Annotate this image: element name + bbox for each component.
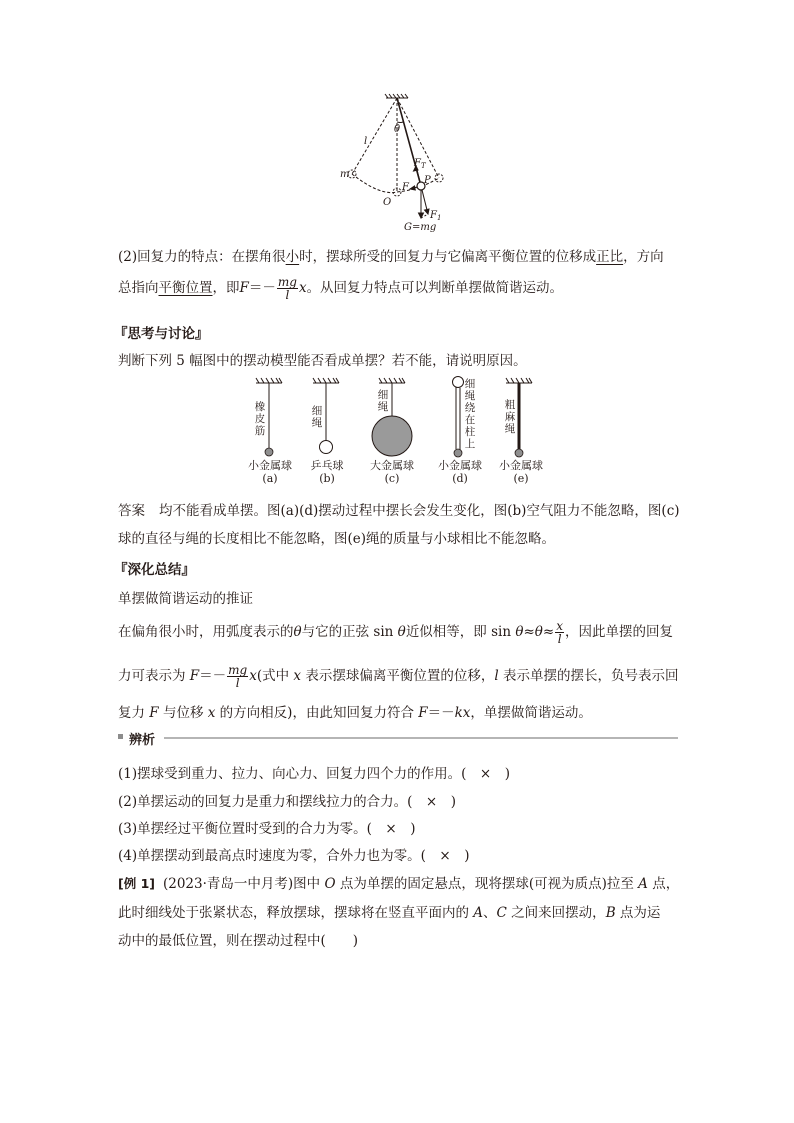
svg-text:在: 在 [464, 414, 476, 426]
model-d-ball-label: 小金属球 [438, 459, 482, 472]
model-b-ball-label: 乒乓球 [310, 459, 344, 472]
svg-text:绳: 绳 [504, 423, 516, 435]
label-o: O [383, 197, 392, 208]
question-text: 判断下列 5 幅图中的摆动模型能否看成单摆？若不能，请说明原因。 [118, 353, 527, 369]
svg-text:绳: 绳 [377, 401, 389, 413]
example-tag: [例 1] [118, 876, 155, 891]
pendulum-force-diagram [330, 92, 460, 232]
analysis-bullet-icon [118, 734, 123, 739]
judgment-2: (2)单摆运动的回复力是重力和摆线拉力的合力。( × ) [118, 794, 456, 810]
model-e-letter: (e) [513, 472, 529, 485]
restoring-force-line2: 总指向平衡位置，即F＝－ $\frac{mg}{l}$ x。从回复力特点可以判断单摆做简谐运动。 [118, 275, 564, 302]
svg-text:绳: 绳 [464, 390, 476, 402]
svg-text:F1: $F_1$ [430, 210, 442, 222]
model-b-letter: (b) [319, 472, 335, 485]
derivation-line1: 在偏角很小时，用弧度表示的θ与它的正弦 sin θ近似相等，即 sin θ≈θ≈ $\frac{x}{l}$ ，因此单摆的回复 [118, 619, 674, 646]
judgment-1: (1)摆球受到重力、拉力、向心力、回复力四个力的作用。( × ) [118, 766, 510, 782]
svg-text:绳: 绳 [311, 417, 323, 429]
model-d-caption [434, 459, 486, 485]
example-line3: 动中的最低位置，则在摆动过程中( ) [118, 933, 359, 949]
label-ft: F [414, 158, 421, 169]
model-e-ball-label: 小金属球 [499, 459, 543, 472]
label-f: F [402, 182, 409, 193]
model-a-letter: (a) [262, 472, 278, 485]
svg-text:细: 细 [311, 405, 323, 417]
example-line1: [例 1] (2023·青岛一中月考)图中 O 点为单摆的固定悬点，现将摆球(可视为质点)拉至 A 点， [118, 876, 680, 892]
answer-line1: 答案 均不能看成单摆。图(a)(d)摆动过程中摆长会发生变化，图(b)空气阻力不能忽略，图(c) [118, 503, 680, 519]
model-a-caption [246, 459, 294, 485]
model-b-caption [303, 459, 351, 485]
svg-text:上: 上 [464, 438, 476, 450]
derivation-line2: 力可表示为 F＝－ $\frac{mg}{l}$ x(式中 x 表示摆球偏离平衡位置的位移，l 表示单摆的摆长，负号表示回 [118, 663, 679, 690]
svg-text:细: 细 [464, 378, 476, 390]
model-a-ball-label: 小金属球 [248, 459, 292, 472]
analysis-divider [164, 737, 678, 739]
svg-text:细: 细 [377, 389, 389, 401]
analysis-title: 辨析 [129, 733, 156, 748]
label-theta: θ [394, 124, 401, 135]
label-m: m [340, 169, 350, 180]
label-l: l [364, 136, 368, 147]
svg-text:粗: 粗 [504, 399, 516, 411]
model-c-caption [364, 459, 420, 485]
answer-line2: 球的直径与绳的长度相比不能忽略，图(e)绳的质量与小球相比不能忽略。 [118, 531, 556, 547]
svg-text:皮: 皮 [254, 413, 266, 425]
section-summary: 『深化总结』 [114, 562, 195, 578]
judgment-3: (3)单摆经过平衡位置时受到的合力为零。( × ) [118, 821, 416, 837]
derivation-line3: 复力 F 与位移 x 的方向相反)，由此知回复力符合 F＝－kx，单摆做简谐运动。 [118, 705, 592, 721]
model-c-letter: (c) [384, 472, 400, 485]
fraction-mg-over-l: $\frac{mg}{l}$ [277, 275, 297, 302]
restoring-force-line1: (2)回复力的特点：在摆角很小时，摆球所受的回复力与它偏离平衡位置的位移成正比，方向 [118, 249, 664, 265]
answer-label: 答案 [118, 503, 145, 519]
section-think-discuss: 『思考与讨论』 [114, 326, 209, 342]
fraction-mg-over-l-2: $\frac{mg}{l}$ [228, 663, 248, 690]
svg-text:FT: $F_T$ [414, 158, 426, 170]
svg-text:橡: 橡 [254, 401, 266, 413]
svg-text:麻: 麻 [504, 411, 516, 423]
analysis-header [118, 729, 678, 747]
summary-title: 单摆做简谐运动的推证 [118, 591, 253, 607]
judgment-4: (4)单摆摆动到最高点时速度为零，合外力也为零。( × ) [118, 848, 470, 864]
svg-text:筋: 筋 [254, 425, 266, 437]
label-f1: F [430, 210, 437, 221]
fraction-x-over-l: $\frac{x}{l}$ [556, 619, 564, 646]
example-line2: 此时细线处于张紧状态，释放摆球，摆球将在竖直平面内的 A、C 之间来回摆动，B 点为运 [118, 905, 661, 921]
svg-text:柱: 柱 [464, 426, 476, 438]
label-g: G=mg [404, 222, 437, 232]
model-e-caption [495, 459, 547, 485]
label-p: P [424, 175, 431, 186]
model-c-ball-label: 大金属球 [370, 459, 414, 472]
svg-text:绕: 绕 [464, 402, 476, 414]
model-d-letter: (d) [452, 472, 468, 485]
